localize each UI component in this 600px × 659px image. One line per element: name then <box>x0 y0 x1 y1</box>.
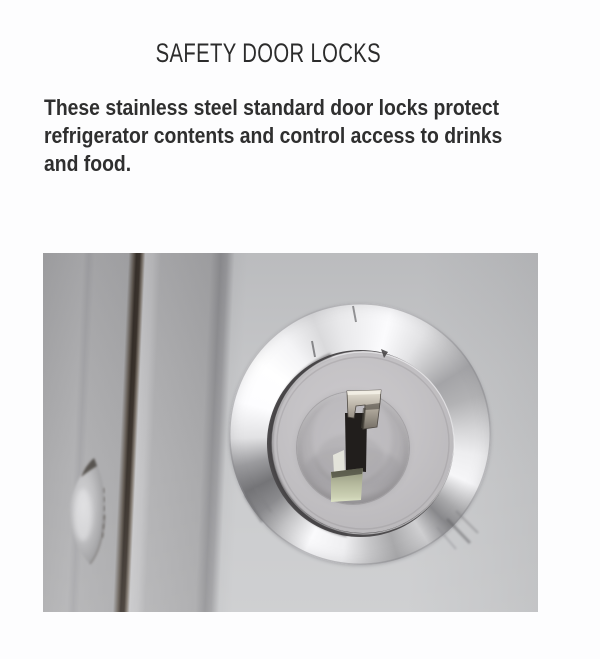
description-line-2: refrigerator contents and control access to drinks <box>44 123 503 148</box>
product-description <box>44 94 533 178</box>
product-title <box>0 37 536 69</box>
door-dimple <box>69 458 105 564</box>
description-line-1: These stainless steel standard door locks protect <box>44 95 500 120</box>
product-photo <box>43 253 538 612</box>
photo-detail-overlay <box>43 253 538 612</box>
keyhole-key <box>305 390 401 502</box>
description-line-3: and food. <box>44 151 132 176</box>
product-title-text: SAFETY DOOR LOCKS <box>155 38 381 68</box>
